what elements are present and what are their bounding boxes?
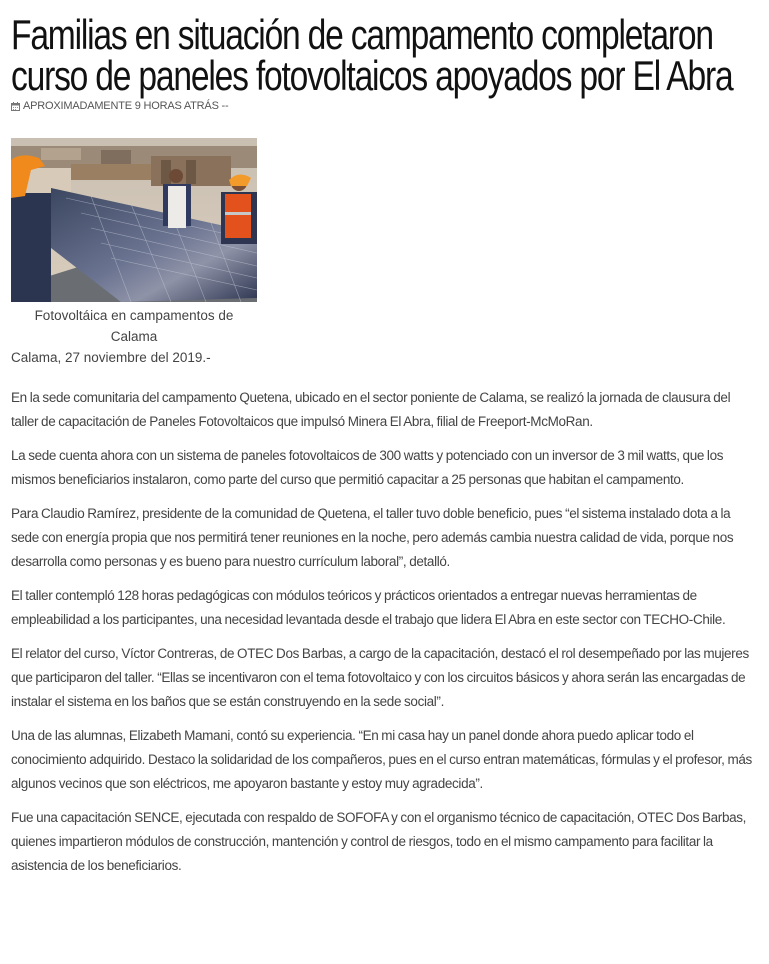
body-paragraph: El relator del curso, Víctor Contreras, de OTEC Dos Barbas, a cargo de la capacitación, destacó el rol desempeñado por las mujeres que participaron del taller. “Ellas se incentivaron con el tema fotovoltaico y con los circuitos básicos y ahora serán las encargadas de instalar el sistema en los baños que se están construyendo en la sede social”.	[11, 646, 749, 709]
article-figure	[11, 138, 257, 347]
body-paragraph: El taller contempló 128 horas pedagógicas con módulos teóricos y prácticos orientados a entregar nuevas herramientas de empleabilidad a los participantes, una necesidad levantada desde el trabajo que lidera El Abra en este sector con TECHO-Chile.	[11, 588, 726, 627]
body-paragraph: Para Claudio Ramírez, presidente de la comunidad de Quetena, el taller tuvo doble beneficio, pues “el sistema instalado dota a la sede con energía propia que nos permitirá tener reuniones en la noche, pero además cambia nuestra calidad de vida, porque nos desarrolla como personas y es bueno para nuestro currículum laboral”, detalló.	[11, 506, 734, 569]
figure-caption: Fotovoltáica en campamentos de Calama	[34, 308, 234, 344]
article-title: Familias en situación de campamento completaron curso de paneles fotovoltaicos apoyados por El Abra	[11, 11, 733, 99]
body-paragraph: En la sede comunitaria del campamento Quetena, ubicado en el sector poniente de Calama, se realizó la jornada de clausura del taller de capacitación de Paneles Fotovoltaicos que impulsó Minera El Abra, filial de Freeport-McMoRan.	[11, 390, 731, 429]
calendar-icon	[11, 102, 20, 111]
article-timestamp: APROXIMADAMENTE 9 HORAS ATRÁS --	[23, 100, 229, 112]
solar-panel-photo	[11, 138, 257, 302]
body-paragraph: La sede cuenta ahora con un sistema de paneles fotovoltaicos de 300 watts y potenciado con un inversor de 3 mil watts, que los mismos beneficiarios instalaron, como parte del curso que permitió capacitar a 25 personas que habitan el campamento.	[11, 448, 724, 487]
article-body	[11, 386, 758, 878]
body-paragraph: Fue una capacitación SENCE, ejecutada con respaldo de SOFOFA y con el organismo técnico de capacitación, OTEC Dos Barbas, quienes impartieron módulos de construcción, mantención y control de riesgos, todo en el mismo campamento para facilitar la asistencia de los beneficiarios.	[11, 810, 747, 873]
article-meta	[11, 100, 758, 112]
article-dateline: Calama, 27 noviembre del 2019.-	[11, 350, 211, 365]
body-paragraph: Una de las alumnas, Elizabeth Mamani, contó su experiencia. “En mi casa hay un panel donde ahora puedo aplicar todo el conocimiento adquirido. Destaco la solidaridad de los compañeros, pues en el curso entran matemáticas, fórmulas y el profesor, más algunos vecinos que son eléctricos, me apoyaron bastante y estoy muy agradecida”.	[11, 728, 752, 791]
